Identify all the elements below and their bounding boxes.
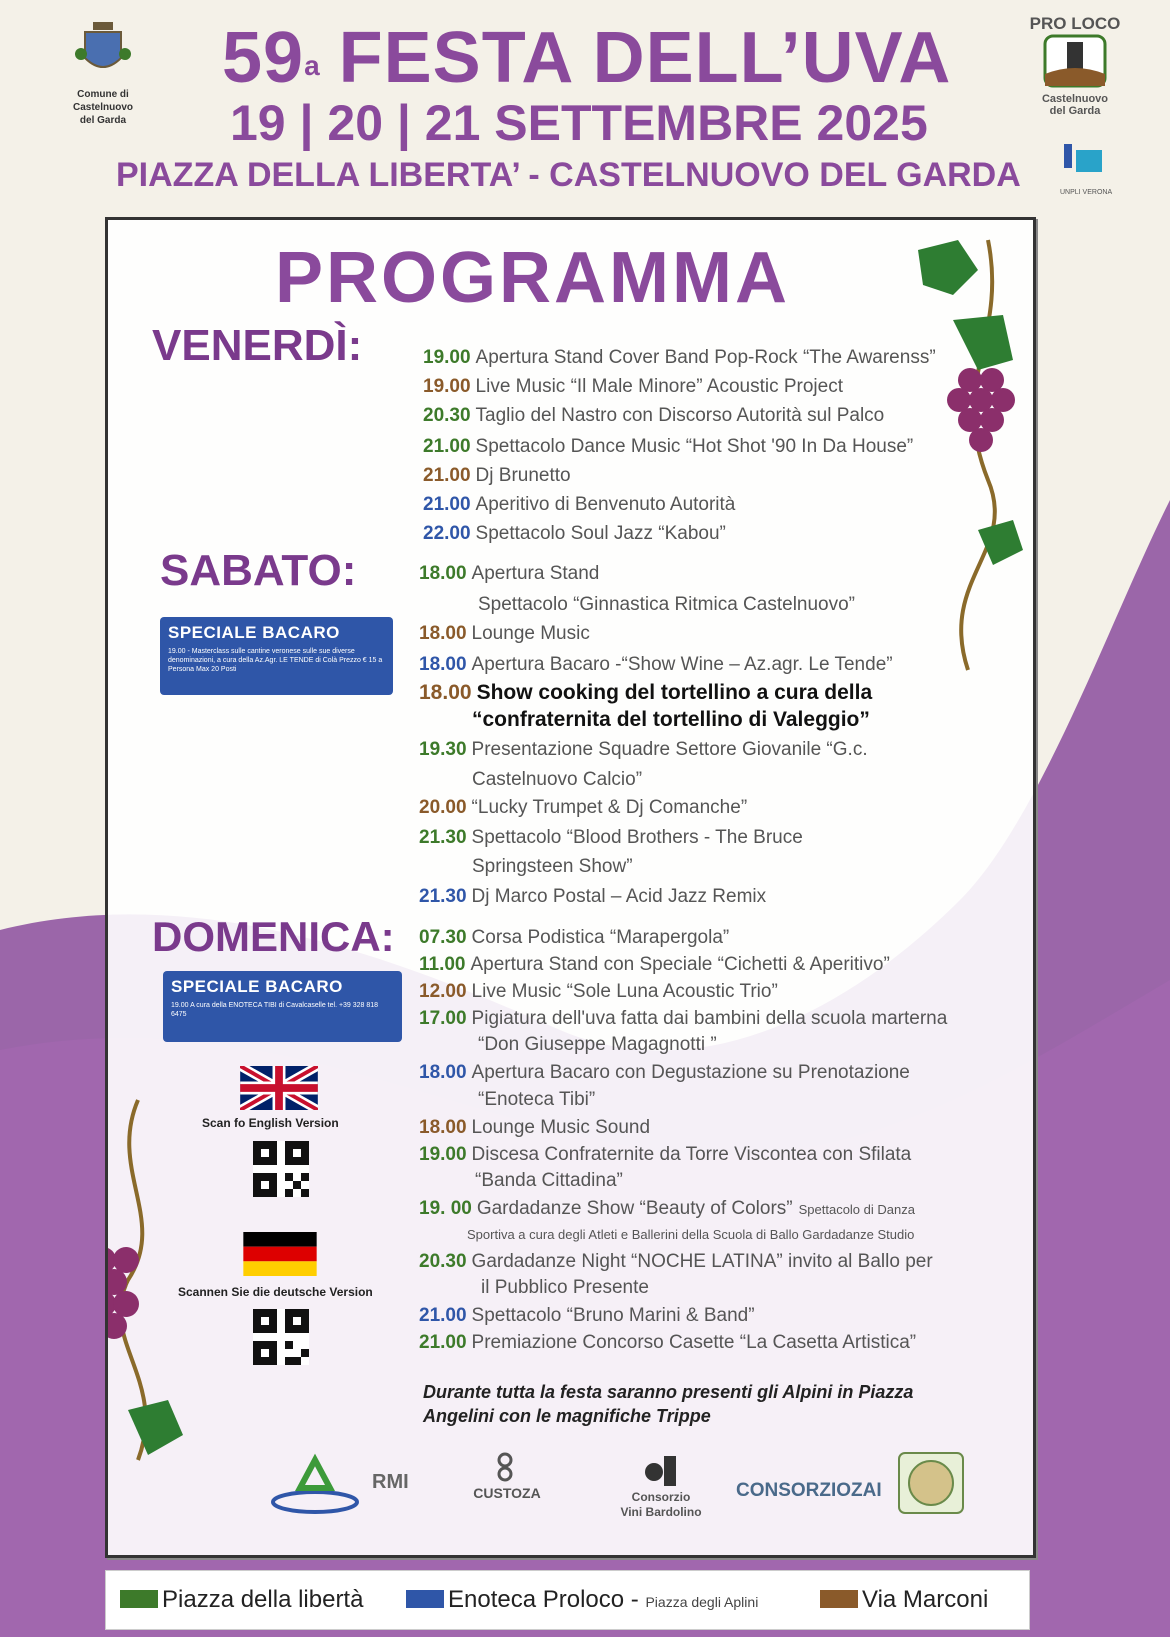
event-row bbox=[419, 562, 599, 586]
unpli-text: UNPLI VERONA bbox=[1060, 189, 1113, 196]
unpli-icon bbox=[1060, 140, 1108, 184]
event-time: 18.00 bbox=[419, 1117, 467, 1138]
legend-swatch-green bbox=[120, 1590, 158, 1608]
event-text: Premiazione Concorso Casette “La Casetta Artistica” bbox=[471, 1332, 917, 1353]
event-row bbox=[419, 1250, 933, 1274]
event-time: 18.00 bbox=[419, 654, 467, 675]
event-text: Gardadanze Show “Beauty of Colors” bbox=[476, 1198, 793, 1219]
event-row bbox=[419, 1331, 916, 1355]
event-text: Lounge Music bbox=[471, 623, 590, 644]
event-time: 18.00 bbox=[419, 623, 467, 644]
speciale-bacaro-saturday bbox=[160, 617, 393, 695]
event-text: Live Music “Il Male Minore” Acoustic Project bbox=[475, 376, 843, 397]
edition-sup: a bbox=[304, 50, 321, 81]
sponsor-rmi: RMI bbox=[372, 1471, 409, 1493]
event-row bbox=[423, 346, 936, 370]
event-text: “Enoteca Tibi” bbox=[478, 1089, 596, 1110]
program-title: PROGRAMMA bbox=[275, 238, 790, 318]
event-time: 19.30 bbox=[419, 739, 467, 760]
event-time: 21.00 bbox=[419, 1305, 467, 1326]
event-text: Corsa Podistica “Marapergola” bbox=[471, 927, 730, 948]
event-row bbox=[423, 522, 726, 546]
day-label-sunday: DOMENICA: bbox=[152, 913, 395, 960]
event-row bbox=[475, 1169, 623, 1193]
crest-icon bbox=[73, 18, 133, 82]
event-time: 22.00 bbox=[423, 523, 471, 544]
event-row bbox=[419, 796, 747, 820]
event-time: 21.00 bbox=[423, 465, 471, 486]
event-row bbox=[419, 1116, 650, 1140]
event-row bbox=[467, 1223, 914, 1247]
event-text: Castelnuovo Calcio” bbox=[472, 769, 643, 790]
event-extra: Spettacolo di Danza bbox=[798, 1202, 915, 1217]
speciale-desc: 19.00 A cura della ENOTECA TIBI di Cavalcaselle tel. +39 328 818 6475 bbox=[171, 1002, 379, 1018]
qr-code-english-icon[interactable] bbox=[253, 1140, 309, 1198]
event-text: Spettacolo “Blood Brothers - The Bruce bbox=[471, 827, 803, 848]
event-text: Spettacolo Dance Music “Hot Shot '90 In Da House” bbox=[475, 436, 914, 457]
event-text: Spettacolo Soul Jazz “Kabou” bbox=[475, 523, 726, 544]
event-row bbox=[423, 493, 735, 517]
event-time: 11.00 bbox=[419, 954, 466, 975]
event-text: Apertura Stand Cover Band Pop-Rock “The Awarenss” bbox=[475, 347, 936, 368]
edition-number: 59 bbox=[222, 18, 305, 98]
sponsor-bardolino-line: Vini Bardolino bbox=[620, 1505, 702, 1519]
legend-label: Piazza della libertà bbox=[162, 1586, 364, 1613]
event-row bbox=[419, 826, 803, 850]
event-time: 19.00 bbox=[423, 347, 471, 368]
event-time: 21.30 bbox=[419, 886, 467, 907]
festival-title: FESTA DELL’UVA bbox=[338, 18, 952, 98]
day-label-friday: VENERDÌ: bbox=[152, 321, 363, 370]
event-row bbox=[478, 1033, 717, 1057]
event-time: 21.00 bbox=[423, 436, 471, 457]
event-time: 20.30 bbox=[419, 1251, 467, 1272]
event-row bbox=[423, 464, 571, 488]
event-row bbox=[472, 708, 870, 732]
speciale-bacaro-sunday bbox=[163, 971, 402, 1042]
legend-item-enoteca bbox=[406, 1585, 758, 1617]
event-text: il Pubblico Presente bbox=[481, 1277, 649, 1298]
scan-english-label: Scan fo English Version bbox=[202, 1116, 339, 1130]
event-row bbox=[478, 1088, 595, 1112]
event-row bbox=[423, 404, 884, 428]
sponsor-bardolino bbox=[609, 1490, 713, 1520]
comune-logo-line: del Garda bbox=[79, 115, 127, 126]
event-time: 19. 00 bbox=[419, 1198, 472, 1219]
event-time: 18.00 bbox=[419, 1062, 467, 1083]
event-text: Aperitivo di Benvenuto Autorità bbox=[475, 494, 736, 515]
legend-swatch-blue bbox=[406, 1590, 444, 1608]
event-time: 18.00 bbox=[419, 563, 467, 584]
day-label-saturday: SABATO: bbox=[160, 546, 357, 595]
castle-icon bbox=[1043, 34, 1107, 88]
event-row bbox=[419, 681, 872, 705]
event-text: Apertura Stand con Speciale “Cichetti & Aperitivo” bbox=[470, 954, 890, 975]
sponsor-consorzio-zai: CONSORZIOZAI bbox=[736, 1480, 882, 1501]
uk-flag-icon bbox=[240, 1066, 318, 1110]
event-text: Dj Marco Postal – Acid Jazz Remix bbox=[471, 886, 767, 907]
comune-logo bbox=[58, 18, 148, 126]
proloco-logo bbox=[1025, 14, 1125, 117]
event-text: Spettacolo “Bruno Marini & Band” bbox=[471, 1305, 755, 1326]
legend-label: Via Marconi bbox=[862, 1586, 989, 1613]
alpini-badge-icon bbox=[898, 1452, 964, 1514]
event-text: Taglio del Nastro con Discorso Autorità sul Palco bbox=[475, 405, 885, 426]
proloco-sub: Castelnuovo bbox=[1041, 93, 1108, 105]
legend-item-piazza bbox=[120, 1585, 363, 1615]
event-text: Discesa Confraternite da Torre Viscontea con Sfilata bbox=[471, 1144, 912, 1165]
event-time: 19.00 bbox=[419, 1144, 467, 1165]
event-row bbox=[419, 1143, 911, 1167]
comune-logo-line: Castelnuovo bbox=[72, 102, 133, 113]
custoza-logo-icon bbox=[488, 1452, 522, 1482]
event-row bbox=[423, 375, 843, 399]
event-text: Apertura Stand bbox=[471, 563, 600, 584]
event-time: 07.30 bbox=[419, 927, 467, 948]
event-row bbox=[419, 1197, 915, 1222]
speciale-title: SPECIALE BACARO bbox=[168, 623, 340, 642]
event-row bbox=[419, 1061, 910, 1085]
event-text: Sportiva a cura degli Atleti e Ballerini della Scuola di Ballo Gardadanze Studio bbox=[467, 1227, 915, 1242]
event-text: Pigiatura dell'uva fatta dai bambini della scuola marterna bbox=[471, 1008, 948, 1029]
speciale-desc: 19.00 - Masterclass sulle cantine veronese sulle sue diverse denominazioni, a cura della Az.Agr. LE TENDE di Colà Prezzo € 15 a Persona Max 20 Posti bbox=[168, 648, 383, 673]
edition-title bbox=[222, 18, 951, 98]
recycle-icon bbox=[270, 1450, 360, 1518]
event-text: “confraternita del tortellino di Valeggio” bbox=[472, 708, 870, 731]
event-row bbox=[481, 1276, 649, 1300]
event-text: Gardadanze Night “NOCHE LATINA” invito al Ballo per bbox=[471, 1251, 933, 1272]
festival-place: PIAZZA DELLA LIBERTA’ - CASTELNUOVO DEL GARDA bbox=[116, 156, 1021, 194]
event-text: Dj Brunetto bbox=[475, 465, 571, 486]
speciale-title: SPECIALE BACARO bbox=[171, 977, 343, 996]
event-text: Live Music “Sole Luna Acoustic Trio” bbox=[471, 981, 778, 1002]
event-text: Lounge Music Sound bbox=[471, 1117, 651, 1138]
event-row bbox=[472, 855, 633, 879]
legend-label-small: Piazza degli Aplini bbox=[645, 1594, 759, 1610]
event-row bbox=[419, 926, 729, 950]
event-row bbox=[419, 980, 778, 1004]
proloco-title: PRO LOCO bbox=[1029, 14, 1121, 33]
event-text: Presentazione Squadre Settore Giovanile “G.c. bbox=[471, 739, 868, 760]
event-text: “Don Giuseppe Magagnotti ” bbox=[478, 1034, 717, 1055]
event-time: 21.30 bbox=[419, 827, 467, 848]
bardolino-logo-icon bbox=[642, 1452, 682, 1488]
german-flag-icon bbox=[242, 1232, 318, 1276]
header bbox=[0, 0, 1170, 200]
event-row bbox=[419, 653, 893, 677]
alpini-note: Durante tutta la festa saranno presenti gli Alpini in Piazza Angelini con le magnifiche Trippe bbox=[423, 1382, 914, 1426]
event-row bbox=[423, 435, 913, 459]
event-row bbox=[419, 1304, 755, 1328]
unpli-logo bbox=[1060, 140, 1112, 196]
event-row bbox=[419, 1007, 947, 1031]
event-time: 21.00 bbox=[419, 1332, 467, 1353]
event-row bbox=[419, 622, 590, 646]
event-time: 19.00 bbox=[423, 376, 471, 397]
event-time: 20.00 bbox=[419, 797, 467, 818]
legend-label: Enoteca Proloco - bbox=[448, 1586, 639, 1613]
comune-logo-line: Comune di bbox=[77, 89, 129, 100]
event-text: Show cooking del tortellino a cura della bbox=[476, 681, 873, 704]
legend-item-via-marconi bbox=[820, 1585, 988, 1615]
event-text: “Lucky Trumpet & Dj Comanche” bbox=[471, 797, 748, 818]
qr-code-german-icon[interactable] bbox=[253, 1308, 309, 1366]
event-row bbox=[419, 885, 766, 909]
sponsor-bardolino-line: Consorzio bbox=[631, 1490, 691, 1504]
event-time: 21.00 bbox=[423, 494, 471, 515]
festival-dates: 19 | 20 | 21 SETTEMBRE 2025 bbox=[230, 95, 928, 151]
event-time: 17.00 bbox=[419, 1008, 467, 1029]
event-text: Apertura Bacaro -“Show Wine – Az.agr. Le Tende” bbox=[471, 654, 893, 675]
sponsor-custoza: CUSTOZA bbox=[473, 1485, 541, 1501]
event-time: 20.30 bbox=[423, 405, 471, 426]
event-text: Apertura Bacaro con Degustazione su Prenotazione bbox=[471, 1062, 910, 1083]
event-time: 12.00 bbox=[419, 981, 467, 1002]
event-row bbox=[478, 593, 855, 617]
scan-german-label: Scannen Sie die deutsche Version bbox=[178, 1285, 373, 1299]
event-row bbox=[472, 768, 642, 792]
event-text: Springsteen Show” bbox=[472, 856, 633, 877]
event-row bbox=[419, 953, 890, 977]
location-legend bbox=[105, 1570, 1030, 1630]
proloco-sub: del Garda bbox=[1049, 105, 1101, 117]
legend-swatch-brown bbox=[820, 1590, 858, 1608]
event-text: “Banda Cittadina” bbox=[475, 1170, 623, 1191]
event-time: 18.00 bbox=[419, 681, 472, 704]
event-row bbox=[419, 738, 868, 762]
event-text: Spettacolo “Ginnastica Ritmica Castelnuovo” bbox=[478, 594, 856, 615]
